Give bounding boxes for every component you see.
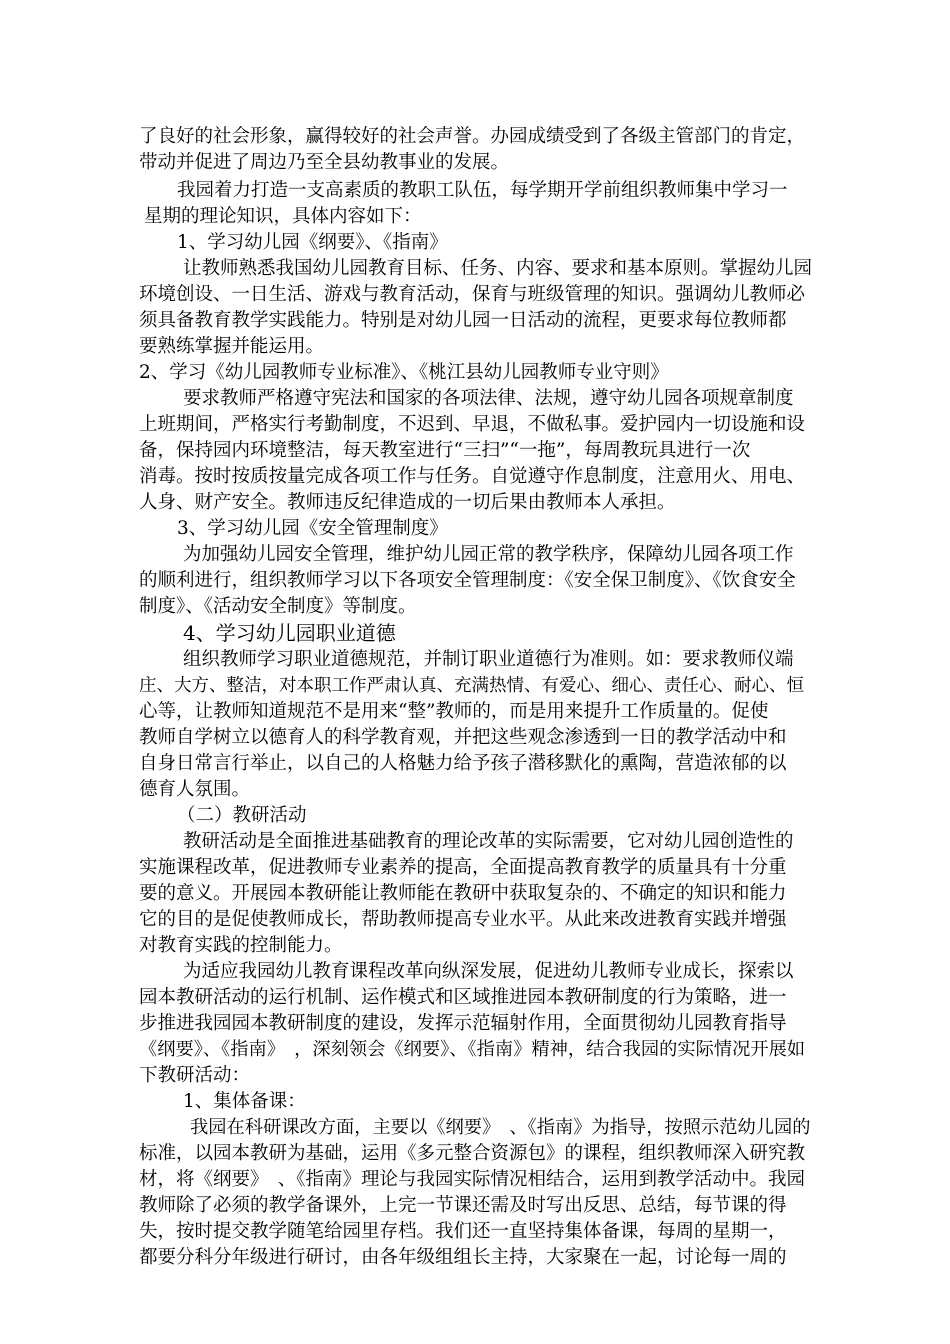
text-line: 为加强幼儿园安全管理，维护幼儿园正常的教学秩序，保障幼儿园各项工作 xyxy=(183,544,794,565)
text-line: 园本教研活动的运行机制、运作模式和区域推进园本教研制度的行为策略，进一 xyxy=(139,987,787,1008)
text-line: 制度》、《活动安全制度》等制度。 xyxy=(139,596,417,617)
text-line: 步推进我园园本教研制度的建设，发挥示范辐射作用，全面贯彻幼儿园教育指导 xyxy=(139,1013,787,1034)
text-line: 下教研活动： xyxy=(139,1065,251,1086)
text-line: 实施课程改革，促进教师专业素养的提高，全面提高教育教学的质量具有十分重 xyxy=(139,857,787,878)
text-line: 心等，让教师知道规范不是用来“整”教师的，而是用来提升工作质量的。促使 xyxy=(139,701,769,722)
text-line: 带动并促进了周边乃至全县幼教事业的发展。 xyxy=(139,152,510,173)
text-line: 人身、财产安全。教师违反纪律造成的一切后果由教师本人承担。 xyxy=(139,492,676,513)
text-line: 星期的理论知识，具体内容如下： xyxy=(144,206,422,227)
text-line: 了良好的社会形象，赢得较好的社会声誉。办园成绩受到了各级主管部门的肯定， xyxy=(139,126,806,147)
text-line: 材，将《纲要》 、《指南》理论与我园实际情况相结合，运用到教学活动中。我园 xyxy=(139,1169,806,1190)
section-heading: （二）教研活动 xyxy=(177,805,307,826)
section-heading: 3、学习幼儿园《安全管理制度》 xyxy=(177,518,448,539)
text-line: 消毒。按时按质按量完成各项工作与任务。自觉遵守作息制度，注意用火、用电、 xyxy=(139,466,806,487)
text-line: 须具备教育教学实践能力。特别是对幼儿园一日活动的流程，更要求每位教师都 xyxy=(139,310,787,331)
text-line: 我园在科研课改方面，主要以《纲要》 、《指南》为指导，按照示范幼儿园的 xyxy=(190,1117,811,1138)
text-line: 教研活动是全面推进基础教育的理论改革的实际需要，它对幼儿园创造性的 xyxy=(183,831,794,852)
section-heading: 4、学习幼儿园职业道德 xyxy=(183,621,396,645)
text-line: 自身日常言行举止，以自己的人格魅力给予孩子潜移默化的熏陶，营造浓郁的以 xyxy=(139,753,787,774)
section-heading: 1、集体备课： xyxy=(183,1091,306,1112)
text-line: 环境创设、一日生活、游戏与教育活动，保育与班级管理的知识。强调幼儿教师必 xyxy=(139,284,806,305)
text-line: 教师除了必须的教学备课外，上完一节课还需及时写出反思、总结，每节课的得 xyxy=(139,1195,787,1216)
text-line: 要的意义。开展园本教研能让教师能在教研中获取复杂的、不确定的知识和能力 xyxy=(139,883,787,904)
text-line: 庄、大方、整洁，对本职工作严肃认真、充满热情、有爱心、细心、责任心、耐心、恒 xyxy=(139,676,804,696)
text-line: 让教师熟悉我国幼儿园教育目标、任务、内容、要求和基本原则。掌握幼儿园 xyxy=(183,258,813,279)
text-line: 标准，以园本教研为基础，运用《多元整合资源包》的课程，组织教师深入研究教 xyxy=(139,1143,806,1164)
text-line: 《纲要》、《指南》 ，深刻领会《纲要》、《指南》精神，结合我园的实际情况开展如 xyxy=(139,1039,806,1060)
text-line: 为适应我园幼儿教育课程改革向纵深发展，促进幼儿教师专业成长，探索以 xyxy=(183,961,794,982)
text-line: 组织教师学习职业道德规范，并制订职业道德行为准则。如：要求教师仪端 xyxy=(183,649,794,670)
section-heading: 2、学习《幼儿园教师专业标准》、《桃江县幼儿园教师专业守则》 xyxy=(139,362,669,383)
text-line: 的顺利进行，组织教师学习以下各项安全管理制度：《安全保卫制度》、《饮食安全 xyxy=(139,570,796,591)
text-line: 要熟练掌握并能运用。 xyxy=(139,336,325,357)
text-line: 备，保持园内环境整洁，每天教室进行“三扫”“一拖”，每周教玩具进行一次 xyxy=(139,440,751,461)
text-line: 都要分科分年级进行研讨，由各年级组组长主持，大家聚在一起，讨论每一周的 xyxy=(139,1247,787,1268)
text-line: 我园着力打造一支高素质的教职工队伍，每学期开学前组织教师集中学习一 xyxy=(177,180,788,201)
text-line: 对教育实践的控制能力。 xyxy=(139,935,343,956)
text-line: 要求教师严格遵守宪法和国家的各项法律、法规，遵守幼儿园各项规章制度 xyxy=(183,388,794,409)
text-line: 教师自学树立以德育人的科学教育观，并把这些观念渗透到一日的教学活动中和 xyxy=(139,727,787,748)
section-heading: 1、学习幼儿园《纲要》、《指南》 xyxy=(177,232,448,253)
text-line: 失，按时提交教学随笔给园里存档。我们还一直坚持集体备课，每周的星期一， xyxy=(139,1221,787,1242)
text-line: 上班期间，严格实行考勤制度，不迟到、早退，不做私事。爱护园内一切设施和设 xyxy=(139,414,806,435)
text-line: 它的目的是促使教师成长，帮助教师提高专业水平。从此来改进教育实践并增强 xyxy=(139,909,787,930)
text-line: 德育人氛围。 xyxy=(139,779,251,800)
